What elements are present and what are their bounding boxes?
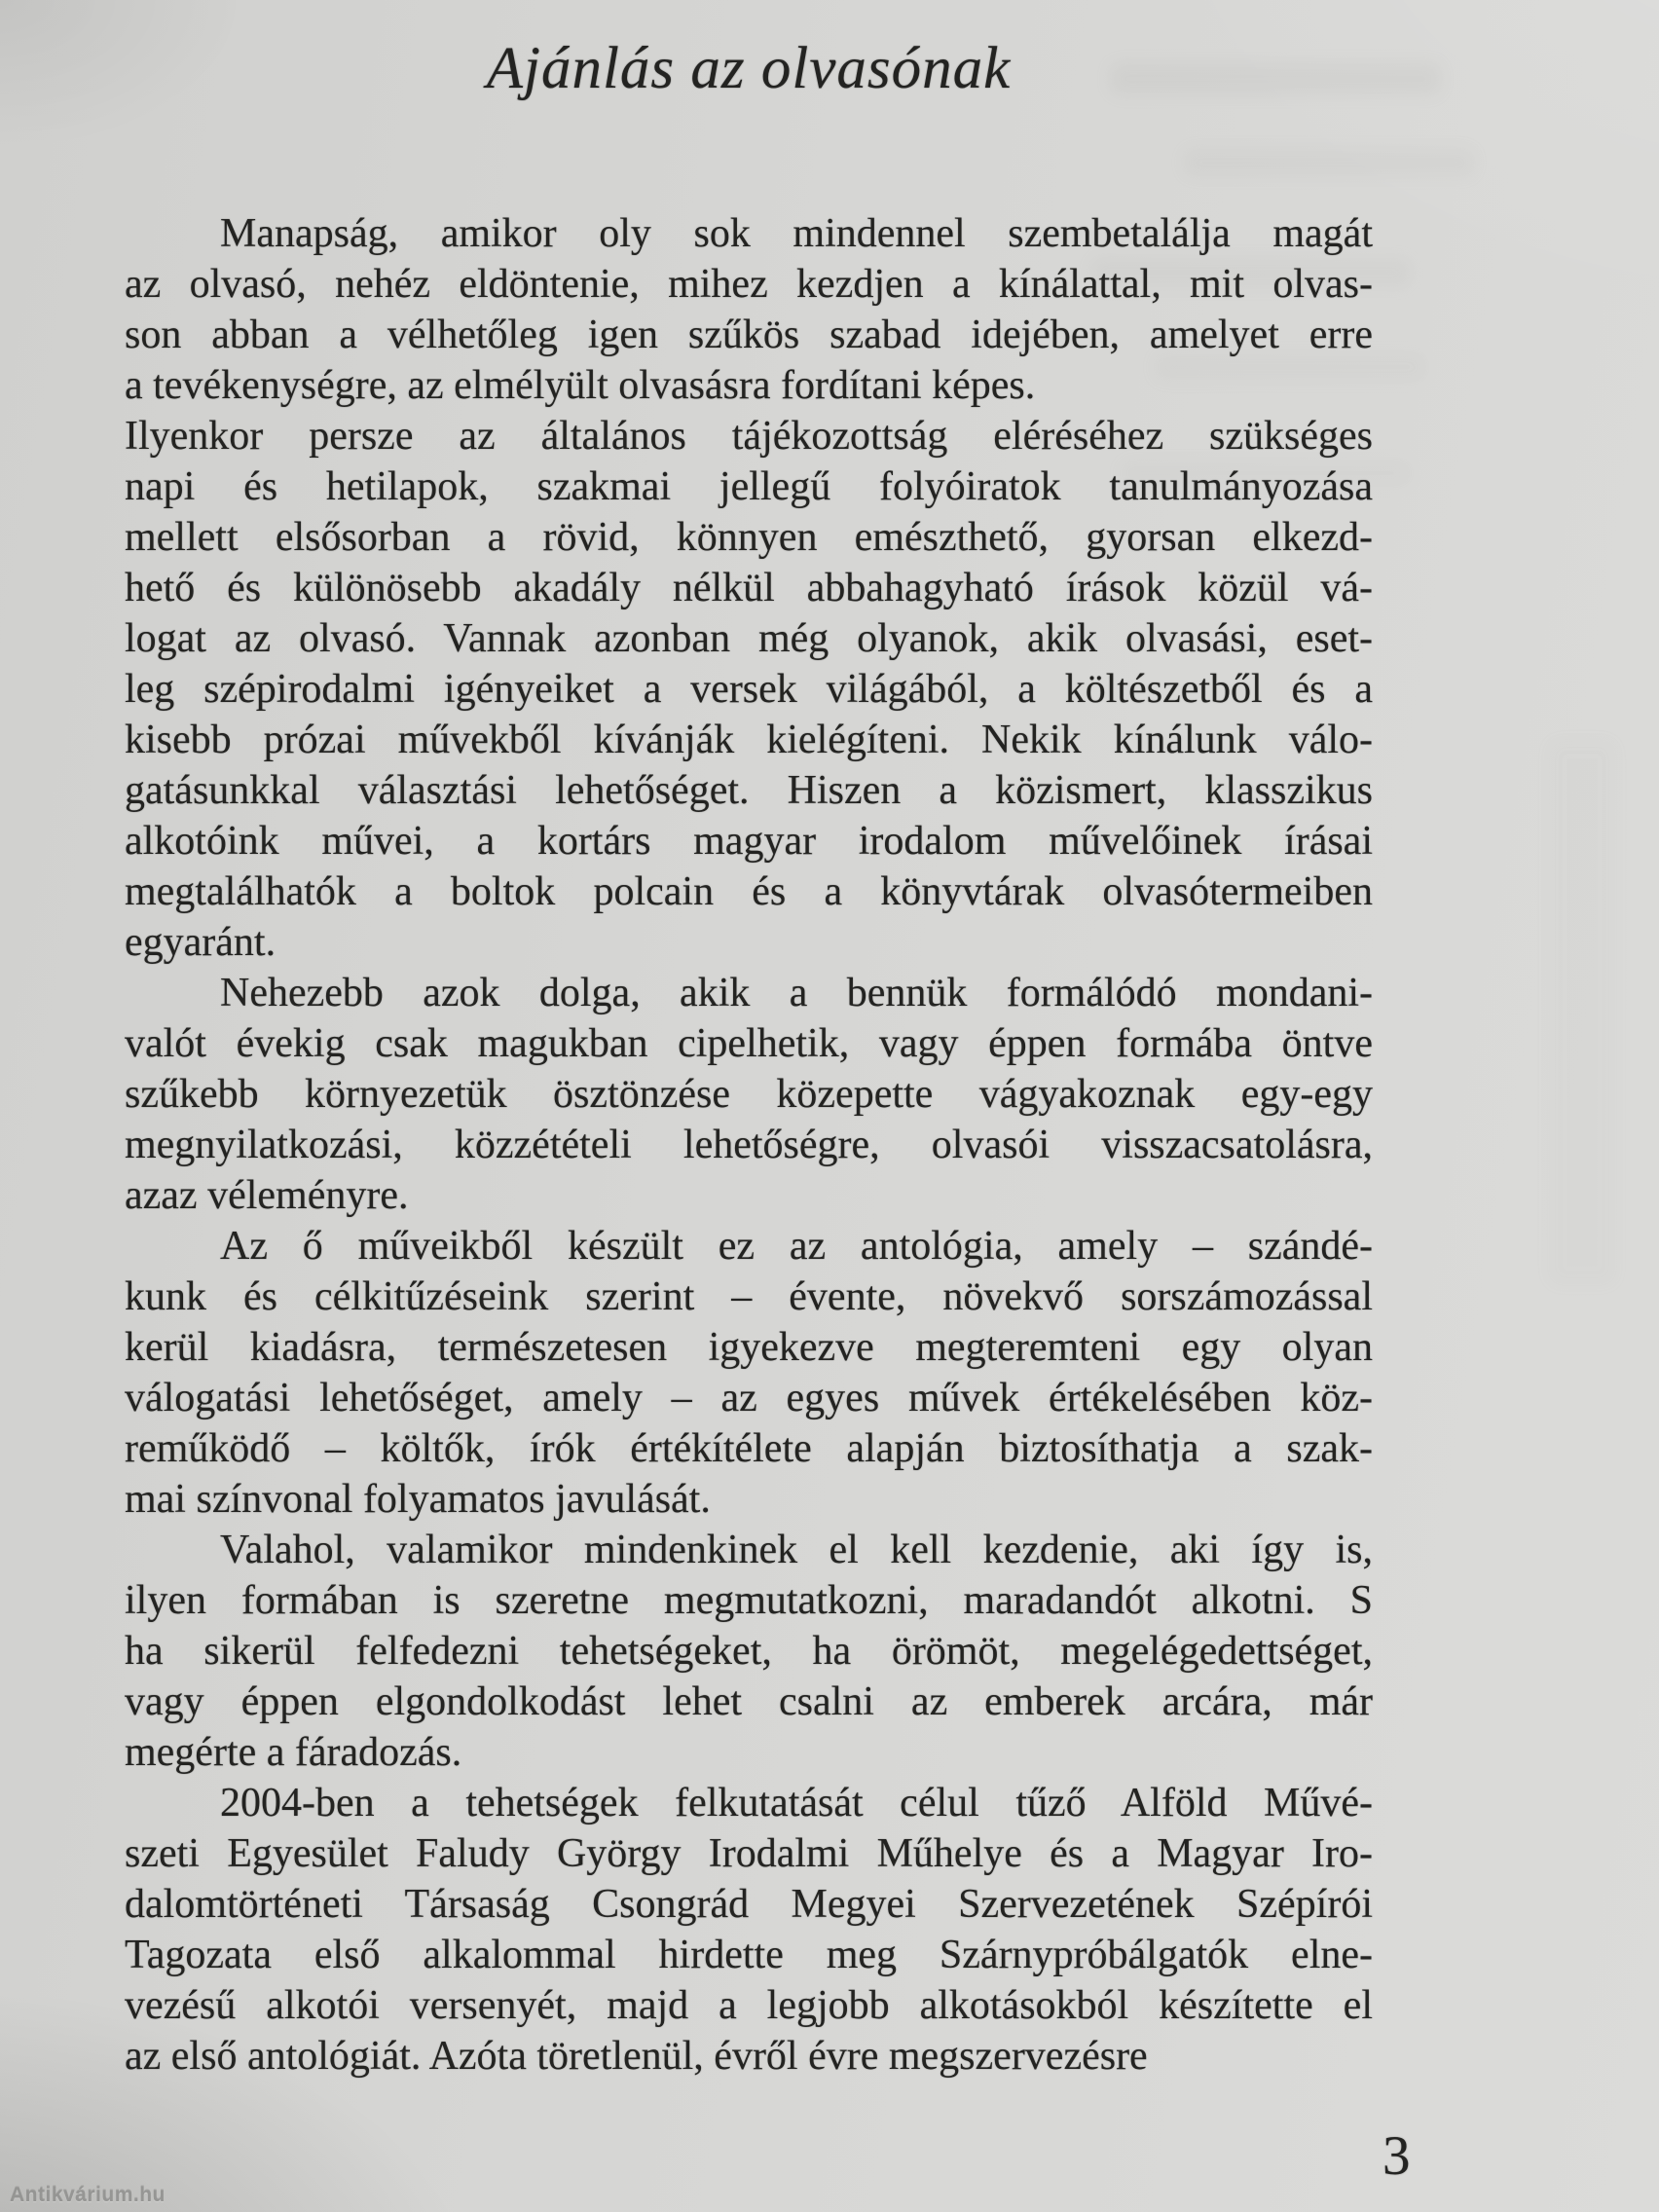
- text-line: vagy éppen elgondolkodást lehet csalni az emberek arcára, már: [125, 1679, 1373, 1724]
- text-line: dalomtörténeti Társaság Csongrád Megyei Szervezetének Szépírói: [125, 1882, 1373, 1927]
- text-line: megérte a fáradozás.: [125, 1730, 462, 1775]
- text-line: leg szépirodalmi igényeiket a versek világából, a költészetből és a: [125, 667, 1373, 712]
- bleed-through-artifact: [1183, 148, 1475, 177]
- text-line: Ilyenkor persze az általános tájékozottság eléréséhez szükséges: [125, 414, 1373, 459]
- text-line: gatásunkkal választási lehetőséget. Hiszen a közismert, klasszikus: [125, 768, 1373, 813]
- text-line: szeti Egyesület Faludy György Irodalmi Műhelye és a Magyar Iro-: [125, 1831, 1373, 1876]
- text-line: ha sikerül felfedezni tehetségeket, ha örömöt, megelégedettséget,: [125, 1629, 1373, 1674]
- bleed-through-artifact: [1548, 740, 1616, 1285]
- paragraph: [125, 411, 1373, 968]
- text-line: szűkebb környezetük ösztönzése közepette vágyakoznak egy-egy: [125, 1072, 1373, 1117]
- text-line: Az ő műveikből készült ez az antológia, amely – szándé-: [220, 1224, 1373, 1269]
- text-line: válogatási lehetőséget, amely – az egyes művek értékelésében köz-: [125, 1376, 1373, 1420]
- text-line: az első antológiát. Azóta töretlenül, évről évre megszervezésre: [125, 2034, 1148, 2079]
- text-line: reműködő – költők, írók értékítélete alapján biztosíthatja a szak-: [125, 1426, 1373, 1471]
- text-line: mai színvonal folyamatos javulását.: [125, 1477, 711, 1522]
- text-line: egyaránt.: [125, 920, 276, 965]
- watermark: Antikvárium.hu: [10, 2184, 166, 2206]
- paragraph: [125, 968, 1373, 1221]
- text-line: Valahol, valamikor mindenkinek el kell kezdenie, aki így is,: [220, 1528, 1373, 1572]
- paragraph: [125, 208, 1373, 411]
- text-line: ilyen formában is szeretne megmutatkozni, maradandót alkotni. S: [125, 1578, 1373, 1623]
- text-line: 2004-ben a tehetségek felkutatását célul tűző Alföld Művé-: [220, 1781, 1373, 1825]
- paragraph: [125, 1778, 1373, 2082]
- text-line: Manapság, amikor oly sok mindennel szembetalálja magát: [220, 211, 1373, 256]
- text-line: logat az olvasó. Vannak azonban még olyanok, akik olvasási, eset-: [125, 616, 1373, 661]
- paragraph: [125, 1221, 1373, 1525]
- paragraph: [125, 1525, 1373, 1778]
- text-line: kisebb prózai művekből kívánják kielégíteni. Nekik kínálunk válo-: [125, 718, 1373, 762]
- text-line: kunk és célkitűzéseink szerint – évente, növekvő sorszámozással: [125, 1274, 1373, 1319]
- text-line: mellett elsősorban a rövid, könnyen emészthető, gyorsan elkezd-: [125, 515, 1373, 560]
- text-line: megtalálhatók a boltok polcain és a könyvtárak olvasótermeiben: [125, 869, 1373, 914]
- text-line: son abban a vélhetőleg igen szűkös szabad idejében, amelyet erre: [125, 313, 1373, 357]
- page-title: Ajánlás az olvasónak: [486, 36, 1012, 101]
- page-number: 3: [1382, 2125, 1411, 2187]
- text-line: az olvasó, nehéz eldöntenie, mihez kezdjen a kínálattal, mit olvas-: [125, 262, 1373, 307]
- text-line: megnyilatkozási, közzétételi lehetőségre, olvasói visszacsatolásra,: [125, 1123, 1373, 1167]
- page-body: [125, 208, 1373, 2082]
- text-line: vezésű alkotói versenyét, majd a legjobb alkotásokból készítette el: [125, 1983, 1373, 2028]
- text-line: kerül kiadásra, természetesen igyekezve megteremteni egy olyan: [125, 1325, 1373, 1370]
- text-line: Tagozata első alkalommal hirdette meg Szárnypróbálgatók elne-: [125, 1933, 1373, 1977]
- text-line: a tevékenységre, az elmélyült olvasásra fordítani képes.: [125, 363, 1036, 408]
- text-line: valót évekig csak magukban cipelhetik, vagy éppen formába öntve: [125, 1021, 1373, 1066]
- text-line: hető és különösebb akadály nélkül abbahagyható írások közül vá-: [125, 566, 1373, 610]
- text-line: alkotóink művei, a kortárs magyar irodalom művelőinek írásai: [125, 819, 1373, 864]
- text-line: azaz véleményre.: [125, 1173, 409, 1218]
- text-line: Nehezebb azok dolga, akik a bennük formálódó mondani-: [220, 971, 1373, 1015]
- text-line: napi és hetilapok, szakmai jellegű folyóiratok tanulmányozása: [125, 464, 1373, 509]
